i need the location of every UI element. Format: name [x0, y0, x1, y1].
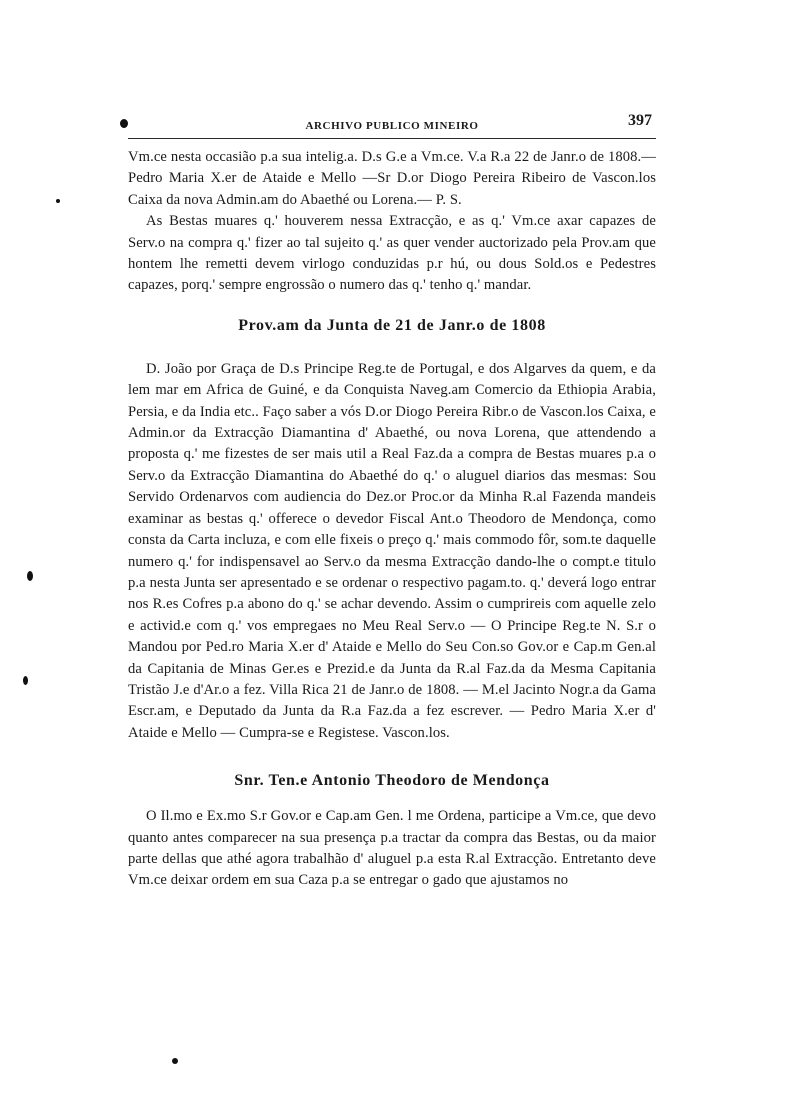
paragraph: D. João por Graça de D.s Principe Reg.te de Portugal, e dos Algarves da quem, e da lem mar em Africa de Guiné, e da Conquista Naveg.am Comercio da Ethiopia Arabia, Persia, e da India etc.. Faço saber a vós D.or Diogo Pereira Ribr.o de Vascon.los Caixa, e Admin.or da Extracção Diamantina d' Abaethé, ou nova Lorena, que attendendo a proposta q.' me fizestes de ser mais util a Real Faz.da a compra de Bestas muares p.a o Serv.o da Extracção Diamantina do Abaethé do q.' o aluguel diarios das mesmas: Sou Servido Ordenarvos com audiencia do Dez.or Proc.or da Minha R.al Fazenda mandeis examinar as bestas q.' offerece o devedor Fiscal Ant.o Theodoro de Mendonça, como consta da Carta incluza, e com elle fixeis o preço q.' mais commodo fôr, som.te daquelle numero q.' for indispensavel ao Serv.o da mesma Extracção dando-lhe o compt.e titulo p.a nesta Junta ser apresentado e se ordenar o respectivo pagam.to. q.' deverá logo entrar nos R.es Cofres p.a abono do q.' se achar devendo. Assim o cumprireis com aquelle zelo e activid.e com q.' vos empregaes no Meu Real Serv.o — O Principe Reg.te N. S.r o Mandou por Ped.ro Maria X.er d' Ataide e Mello do Seu Con.so Gov.or e Cap.m Gen.al da Capitania de Minas Ger.es e Prezid.e da Junta da R.al Faz.da da Mesma Capitania Tristão J.e d'Ar.o a fez. Villa Rica 21 de Janr.o de 1808. — M.el Jacinto Nogr.a da Gama Escr.am, e Deputado da Junta da R.a Faz.da a fez escrever. — Pedro Maria X.er d' Ataide e Mello — Cumpra-se e Registese. Vascon.los.	[128, 360, 656, 741]
page-header	[128, 110, 656, 139]
running-head: ARCHIVO PUBLICO MINEIRO	[305, 120, 479, 132]
margin-mark	[27, 571, 33, 581]
margin-mark	[23, 676, 28, 685]
document-body	[128, 147, 656, 892]
document-page	[128, 110, 656, 892]
section-title: Snr. Ten.e Antonio Theodoro de Mendonça	[234, 772, 550, 790]
paragraph: As Bestas muares q.' houverem nessa Extracção, e as q.' Vm.ce axar capazes de Serv.o na compra q.' fizer ao tal sujeito q.' as quer vender auctorizado pela Prov.am que hontem lhe remetti devem virlogo conduzidas p.r hú, ou dous Sold.os e Pedestres capazes, porq.' sempre engrossão o numero das q.' tenho q.' mandar.	[128, 213, 656, 294]
margin-mark	[56, 199, 60, 203]
page-number: 397	[628, 112, 652, 129]
paragraph: Vm.ce nesta occasião p.a sua intelig.a. D.s G.e a Vm.ce. V.a R.a 22 de Janr.o de 1808.— Pedro Maria X.er de Ataide e Mello —Sr D.or Diogo Pereira Ribeiro de Vascon.los Caixa da nova Admin.am do Abaethé ou Lorena.— P. S.	[128, 149, 656, 208]
section-title: Prov.am da Junta de 21 de Janr.o de 1808	[238, 316, 546, 334]
margin-mark	[172, 1058, 178, 1064]
margin-mark	[120, 119, 128, 128]
paragraph: O Il.mo e Ex.mo S.r Gov.or e Cap.am Gen. l me Ordena, participe a Vm.ce, que devo quanto antes comparecer na sua presença p.a tractar da compra das Bestas, ou da maior parte dellas que athé agora trabalhão d' aluguel p.a esta R.al Extracção. Entretanto deve Vm.ce deixar ordem em sua Caza p.a se entregar o gado que ajustamos no	[128, 808, 656, 889]
